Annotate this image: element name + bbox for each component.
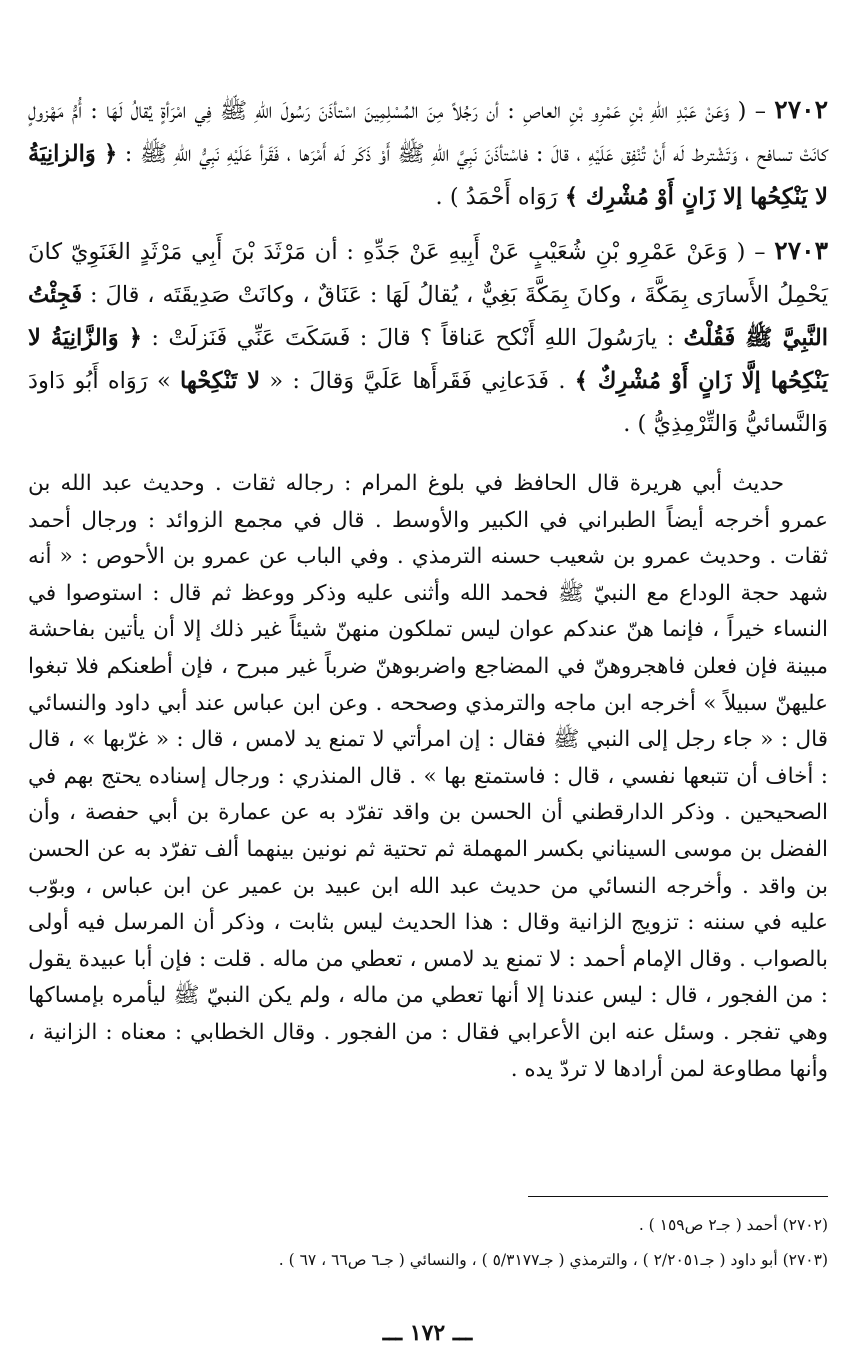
hadith-text-middle-2: . فَدَعانِي فَقَرأَها عَلَيَّ وَقالَ : « [260,368,575,394]
hadith-bold-phrase: فَجِئْتُ النَّبِيَّ ﷺ فَقُلْتُ [28,282,829,351]
hadith-text: – ( وَعَنْ عَبْدِ اللهِ بْنِ عَمْرِو بْنِ العاصِ : أن رَجُلاً مِنَ المُسْلِمِينَ اسْتأذَنَ رَسُولَ اللهِ ﷺ فِي امْرَأةٍ يُقالُ لَهَا : أُمُّ مَهْزولٍ كانَتْ تسافح ، وَتَشْترط لَه أَنْ تُنْفِق عَلَيْهِ ، قالَ : فاسْتأذَنَ نَبِيَّ اللهِ ﷺ أَوْ ذَكَر لَه أَمْرَها ، فَقَرأ عَلَيْهِ نَبِيُّ اللهِ ﷺ : [28,98,828,167]
hadith-2703 [28,229,828,446]
hadith-2702 [28,88,828,219]
hadith-source: » رَوَاه أَبُو دَاودَ وَالنَّسائيُّ وَالتِّرْمِذِيُّ ) . [28,368,828,437]
hadith-bold-command: لا تَنْكِحْها [180,368,261,394]
hadith-number: ٢٧٠٣ [774,236,828,265]
footnote-divider [528,1196,828,1197]
footnotes [28,1208,828,1278]
hadith-source: رَوَاه أَحْمَدُ ) . [435,184,565,210]
commentary-paragraph: حديث أبي هريرة قال الحافظ في بلوغ المرام : رجاله ثقات . وحديث عبد الله بن عمرو أخرجه أيضاً الطبراني في الكبير والأوسط . قال في مجمع الزوائد : ورجال أحمد ثقات . وحديث عمرو بن شعيب حسنه الترمذي . وفي الباب عن عمرو بن الأحوص : « أنه شهد حجة الوداع مع النبيّ ﷺ فحمد الله وأثنى عليه وذكر ووعظ ثم قال : استوصوا في النساء خيراً ، فإنما هنّ عندكم عوان ليس تملكون منهنّ شيئاً غير ذلك إلا أن يأتين بفاحشة مبينة فإن فعلن فاهجروهنّ في المضاجع واضربوهنّ ضرباً غير مبرح ، فإن أطعنكم فلا تبغوا عليهنّ سبيلاً » أخرجه ابن ماجه والترمذي وصححه . وعن ابن عباس عند أبي داود والنسائي قال : « جاء رجل إلى النبي ﷺ فقال : إن امرأتي لا تمنع يد لامس ، قال : « غرّبها » ، قال : أخاف أن تتبعها نفسي ، قال : فاستمتع بها » . قال المنذري : ورجال إسناده يحتج بهم في الصحيحين . وذكر الدارقطني أن الحسن بن واقد تفرّد به عن عمارة بن أبي حفصة ، وأن الفضل بن موسى السيناني بكسر المهملة ثم تحتية ثم نونين بينهما ألف تفرّد به عن الحسن بن واقد . وأخرجه النسائي من حديث عبد الله ابن عبيد بن عمير عن ابن عباس ، وبوّب عليه في سننه : تزويج الزانية وقال : هذا الحديث ليس بثابت ، وذكر أن المرسل فيه أولى بالصواب . وقال الإمام أحمد : لا تمنع يد لامس ، تعطي من ماله . قلت : فإن أبا عبيدة يقول : من الفجور ، قال : ليس عندنا إلا أنها تعطي من ماله ، ولم يكن النبيّ ﷺ ليأمره بإمساكها وهي تفجر . وسئل عنه ابن الأعرابي فقال : من الفجور . وقال الخطابي : معناه : الزانية ، وأنها مطاوعة لمن أرادها لا تردّ يده . [28,471,828,1082]
quran-verse: ﴿ وَالزَّانِيَةُ لا يَنْكِحُها إلَّا زَانٍ أَوْ مُشْرِكٌ ﴾ [28,325,828,394]
footnote-2703: (٢٧٠٣) أبو داود ( جـ٢/٢٠٥١ ) ، والترمذي ( جـ٥/٣١٧٧ ) ، والنسائي ( جـ٦ ص٦٦ ، ٦٧ ) . [278,1251,828,1269]
hadith-number: ٢٧٠٢ [774,95,828,124]
footnote-2702: (٢٧٠٢) أحمد ( جـ٢ ص١٥٩ ) . [638,1216,828,1234]
page-body [28,88,828,1088]
hadith-text-middle: : يارَسُولَ اللهِ أَنْكح عَناقاً ؟ قالَ : فَسَكَتَ عَنِّي فَنَزلَتْ : [141,325,684,351]
hadith-text: – ( وَعَنْ عَمْرِو بْنِ شُعَيْبٍ عَنْ أَبِيهِ عَنْ جَدِّهِ : أن مَرْثَدَ بْنَ أَبِي مَرْثَدٍ الغَنَوِيّ كانَ يَحْمِلُ الأَسارَى بِمَكَّةَ ، وكانَ بِمَكَّةَ بَغِيٌّ ، يُقالُ لَهَا : عَنَاقٌ ، وكانَتْ صَدِيقَتَه ، قالَ : [28,239,828,308]
quran-verse: ﴿ وَالزانِيَةُ لا يَنْكِحُها إلا زَانٍ أَوْ مُشْرِك ﴾ [28,141,828,210]
page-number: ـــ ١٧٢ ـــ [382,1320,473,1346]
